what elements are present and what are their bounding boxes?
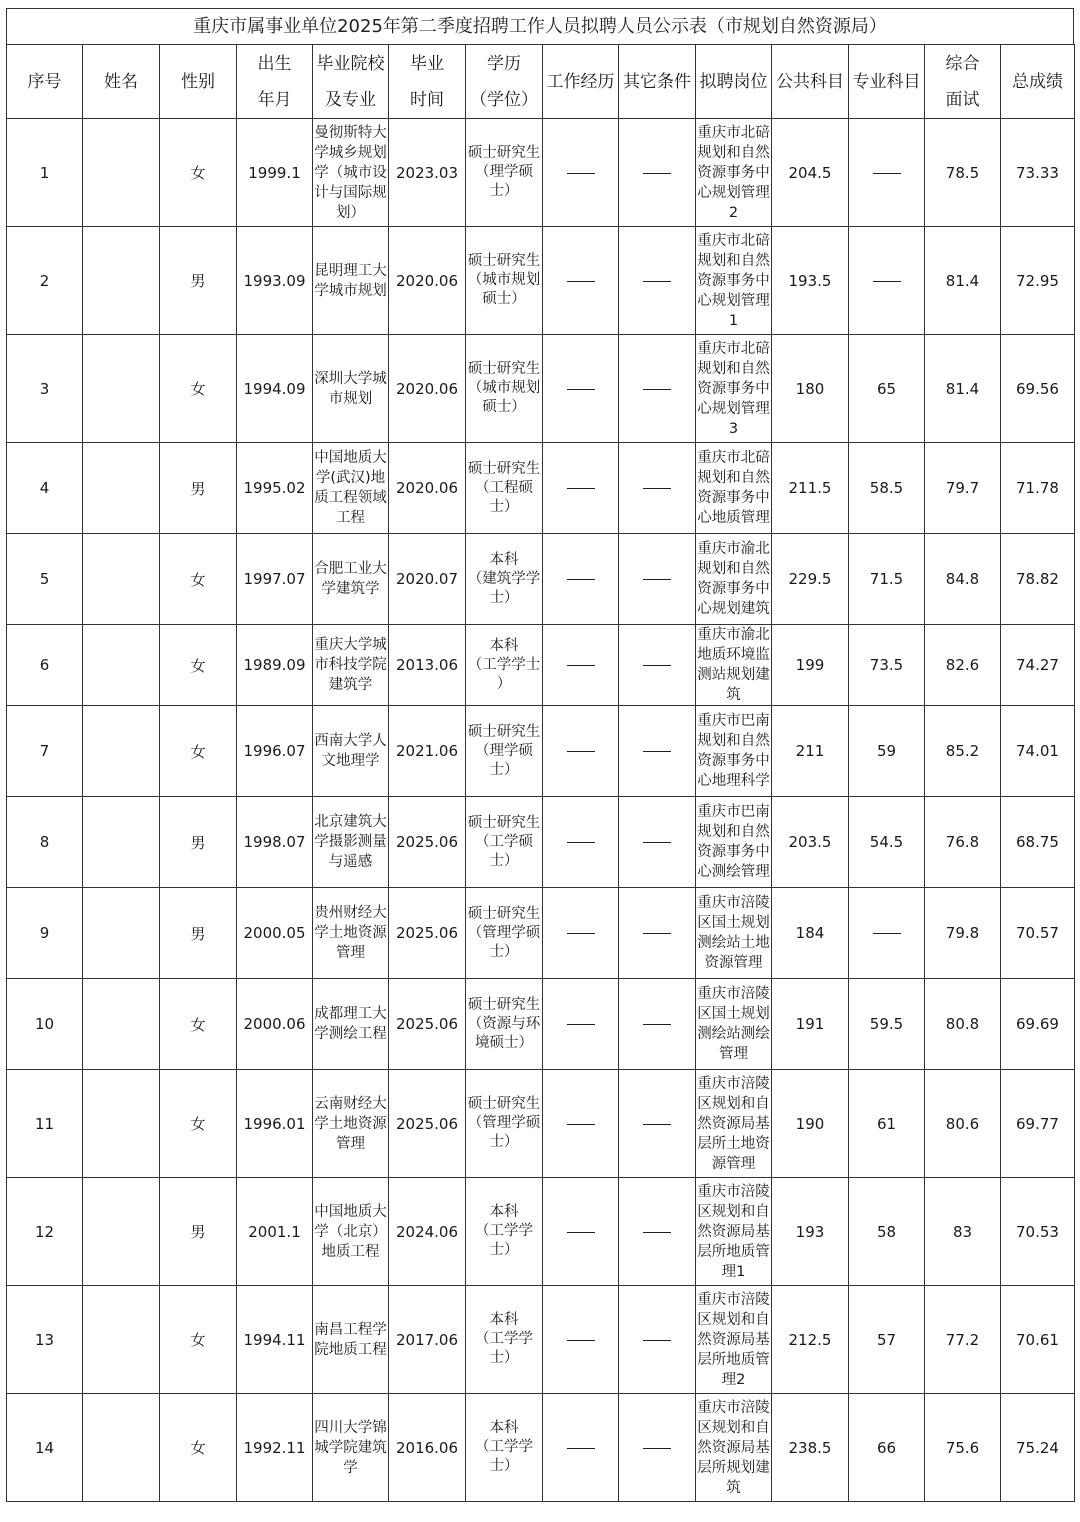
cell-grad: 2020.06 bbox=[389, 227, 466, 335]
cell-school: 北京建筑大学摄影测量与遥感 bbox=[313, 797, 389, 888]
header-grad-line2: 时间 bbox=[410, 89, 444, 110]
cell-school: 重庆大学城市科技学院建筑学 bbox=[313, 625, 389, 706]
edu-level: 本科 bbox=[489, 551, 519, 568]
cell-gender: 女 bbox=[160, 1286, 237, 1394]
cell-public: 193.5 bbox=[772, 227, 849, 335]
cell-gender: 女 bbox=[160, 119, 237, 227]
cell-major: 61 bbox=[849, 1070, 925, 1178]
dash-mark bbox=[643, 1024, 671, 1025]
cell-total: 74.01 bbox=[1001, 706, 1075, 797]
cell-seq: 11 bbox=[7, 1070, 83, 1178]
cell-major: 58 bbox=[849, 1178, 925, 1286]
cell-name bbox=[83, 119, 160, 227]
cell-grad: 2020.06 bbox=[389, 335, 466, 443]
cell-total: 72.95 bbox=[1001, 227, 1075, 335]
cell-name bbox=[83, 227, 160, 335]
dash-mark bbox=[643, 665, 671, 666]
cell-birth: 1996.07 bbox=[237, 706, 313, 797]
cell-interview: 84.8 bbox=[925, 534, 1001, 625]
cell-major: 59.5 bbox=[849, 979, 925, 1070]
cell-grad: 2025.06 bbox=[389, 1070, 466, 1178]
edu-level: 本科 bbox=[489, 637, 519, 654]
cell-total: 73.33 bbox=[1001, 119, 1075, 227]
cell-seq: 12 bbox=[7, 1178, 83, 1286]
header-gender: 性别 bbox=[160, 45, 237, 119]
cell-seq: 1 bbox=[7, 119, 83, 227]
cell-gender: 男 bbox=[160, 797, 237, 888]
cell-seq: 13 bbox=[7, 1286, 83, 1394]
cell-major: 57 bbox=[849, 1286, 925, 1394]
cell-total: 69.56 bbox=[1001, 335, 1075, 443]
edu-degree: （管理学硕士） bbox=[467, 924, 541, 960]
dash-mark bbox=[567, 173, 595, 174]
cell-school: 成都理工大学测绘工程 bbox=[313, 979, 389, 1070]
header-public: 公共科目 bbox=[772, 45, 849, 119]
cell-interview: 85.2 bbox=[925, 706, 1001, 797]
table-row bbox=[7, 1178, 1075, 1286]
edu-level: 硕士研究生 bbox=[467, 1096, 541, 1112]
cell-work bbox=[543, 625, 619, 706]
cell-other bbox=[619, 797, 696, 888]
cell-total: 70.53 bbox=[1001, 1178, 1075, 1286]
cell-other bbox=[619, 443, 696, 534]
cell-major: 59 bbox=[849, 706, 925, 797]
cell-public: 180 bbox=[772, 335, 849, 443]
cell-public: 191 bbox=[772, 979, 849, 1070]
cell-edu bbox=[466, 797, 543, 888]
cell-seq: 14 bbox=[7, 1394, 83, 1502]
cell-grad: 2025.06 bbox=[389, 888, 466, 979]
cell-other bbox=[619, 119, 696, 227]
cell-work bbox=[543, 534, 619, 625]
dash-mark bbox=[567, 488, 595, 489]
table-row bbox=[7, 335, 1075, 443]
dash-mark bbox=[873, 281, 901, 282]
edu-degree: （工程硕士） bbox=[475, 479, 533, 515]
cell-gender: 女 bbox=[160, 534, 237, 625]
edu-level: 硕士研究生 bbox=[467, 361, 541, 377]
cell-name bbox=[83, 443, 160, 534]
cell-interview: 81.4 bbox=[925, 227, 1001, 335]
cell-grad: 2023.03 bbox=[389, 119, 466, 227]
cell-total: 69.69 bbox=[1001, 979, 1075, 1070]
edu-degree: （工学学士 ） bbox=[467, 656, 541, 692]
cell-edu bbox=[466, 227, 543, 335]
cell-school: 深圳大学城市规划 bbox=[313, 335, 389, 443]
header-interview-line1: 综合 bbox=[945, 53, 980, 74]
cell-gender: 男 bbox=[160, 227, 237, 335]
cell-seq: 4 bbox=[7, 443, 83, 534]
table-row bbox=[7, 797, 1075, 888]
cell-major bbox=[849, 888, 925, 979]
table-row bbox=[7, 1394, 1075, 1502]
header-school bbox=[313, 45, 389, 119]
table-row bbox=[7, 1070, 1075, 1178]
cell-interview: 75.6 bbox=[925, 1394, 1001, 1502]
cell-edu bbox=[466, 979, 543, 1070]
cell-grad: 2020.07 bbox=[389, 534, 466, 625]
table-row bbox=[7, 979, 1075, 1070]
cell-work bbox=[543, 797, 619, 888]
cell-other bbox=[619, 1286, 696, 1394]
dash-mark bbox=[567, 751, 595, 752]
cell-name bbox=[83, 1178, 160, 1286]
cell-birth: 1996.01 bbox=[237, 1070, 313, 1178]
cell-post: 重庆市涪陵区规划和自然资源局基层所土地资源管理 bbox=[696, 1070, 772, 1178]
cell-work bbox=[543, 443, 619, 534]
edu-level: 硕士研究生 bbox=[467, 460, 541, 477]
cell-grad: 2016.06 bbox=[389, 1394, 466, 1502]
cell-total: 74.27 bbox=[1001, 625, 1075, 706]
header-grad bbox=[389, 45, 466, 119]
cell-school: 昆明理工大学城市规划 bbox=[313, 227, 389, 335]
cell-post: 重庆市北碚规划和自然资源事务中心规划管理3 bbox=[696, 335, 772, 443]
header-row bbox=[7, 45, 1075, 119]
cell-public: 211 bbox=[772, 706, 849, 797]
edu-level: 本科 bbox=[489, 1312, 519, 1328]
cell-public: 190 bbox=[772, 1070, 849, 1178]
edu-degree: （资源与环境硕士） bbox=[467, 1015, 541, 1051]
page-title: 重庆市属事业单位2025年第二季度招聘工作人员拟聘人员公示表（市规划自然资源局） bbox=[6, 8, 1074, 44]
edu-level: 硕士研究生 bbox=[467, 723, 541, 740]
cell-public: 199 bbox=[772, 625, 849, 706]
cell-birth: 1993.09 bbox=[237, 227, 313, 335]
cell-name bbox=[83, 1286, 160, 1394]
cell-school: 中国地质大学（北京）地质工程 bbox=[313, 1178, 389, 1286]
cell-post: 重庆市涪陵区规划和自然资源局基层所规划建筑 bbox=[696, 1394, 772, 1502]
cell-school: 合肥工业大学建筑学 bbox=[313, 534, 389, 625]
cell-birth: 1998.07 bbox=[237, 797, 313, 888]
dash-mark bbox=[567, 1024, 595, 1025]
cell-school: 贵州财经大学土地资源管理 bbox=[313, 888, 389, 979]
cell-birth: 1997.07 bbox=[237, 534, 313, 625]
cell-total: 70.57 bbox=[1001, 888, 1075, 979]
cell-name bbox=[83, 534, 160, 625]
cell-gender: 男 bbox=[160, 888, 237, 979]
table-row bbox=[7, 625, 1075, 706]
cell-edu bbox=[466, 1394, 543, 1502]
cell-seq: 6 bbox=[7, 625, 83, 706]
dash-mark bbox=[567, 579, 595, 580]
cell-public: 204.5 bbox=[772, 119, 849, 227]
dash-mark bbox=[643, 389, 671, 390]
cell-school: 中国地质大学(武汉)地质工程领域工程 bbox=[313, 443, 389, 534]
header-post: 拟聘岗位 bbox=[696, 45, 772, 119]
cell-interview: 82.6 bbox=[925, 625, 1001, 706]
cell-edu bbox=[466, 888, 543, 979]
cell-birth: 1992.11 bbox=[237, 1394, 313, 1502]
cell-post: 重庆市北碚规划和自然资源事务中心规划管理2 bbox=[696, 119, 772, 227]
cell-seq: 5 bbox=[7, 534, 83, 625]
dash-mark bbox=[567, 665, 595, 666]
dash-mark bbox=[643, 1232, 671, 1233]
edu-degree: （理学硕士） bbox=[475, 164, 533, 199]
header-edu bbox=[466, 45, 543, 119]
table-row bbox=[7, 706, 1075, 797]
cell-school: 西南大学人文地理学 bbox=[313, 706, 389, 797]
cell-major: 73.5 bbox=[849, 625, 925, 706]
cell-name bbox=[83, 1394, 160, 1502]
cell-interview: 80.8 bbox=[925, 979, 1001, 1070]
edu-degree: （工学学士） bbox=[475, 1331, 533, 1366]
cell-total: 69.77 bbox=[1001, 1070, 1075, 1178]
cell-total: 71.78 bbox=[1001, 443, 1075, 534]
dash-mark bbox=[567, 1448, 595, 1449]
cell-school: 南昌工程学院地质工程 bbox=[313, 1286, 389, 1394]
cell-total: 70.61 bbox=[1001, 1286, 1075, 1394]
cell-grad: 2024.06 bbox=[389, 1178, 466, 1286]
cell-name bbox=[83, 706, 160, 797]
header-edu-line2: （学位） bbox=[470, 89, 538, 110]
cell-edu bbox=[466, 1286, 543, 1394]
cell-name bbox=[83, 1070, 160, 1178]
cell-gender: 女 bbox=[160, 625, 237, 706]
dash-mark bbox=[643, 579, 671, 580]
header-birth-line2: 年月 bbox=[257, 89, 292, 110]
cell-other bbox=[619, 534, 696, 625]
dash-mark bbox=[567, 933, 595, 934]
edu-level: 硕士研究生 bbox=[467, 996, 541, 1013]
cell-birth: 1994.11 bbox=[237, 1286, 313, 1394]
cell-major: 65 bbox=[849, 335, 925, 443]
cell-seq: 9 bbox=[7, 888, 83, 979]
cell-name bbox=[83, 979, 160, 1070]
cell-seq: 8 bbox=[7, 797, 83, 888]
cell-other bbox=[619, 625, 696, 706]
cell-other bbox=[619, 1394, 696, 1502]
cell-total: 78.82 bbox=[1001, 534, 1075, 625]
cell-interview: 79.8 bbox=[925, 888, 1001, 979]
cell-edu bbox=[466, 443, 543, 534]
cell-work bbox=[543, 888, 619, 979]
table-row bbox=[7, 443, 1075, 534]
cell-name bbox=[83, 335, 160, 443]
cell-school: 曼彻斯特大学城乡规划学（城市设计与国际规划） bbox=[313, 119, 389, 227]
cell-gender: 男 bbox=[160, 1178, 237, 1286]
cell-gender: 女 bbox=[160, 979, 237, 1070]
cell-public: 203.5 bbox=[772, 797, 849, 888]
cell-other bbox=[619, 1070, 696, 1178]
cell-birth: 2000.05 bbox=[237, 888, 313, 979]
edu-degree: （城市规划硕士） bbox=[467, 380, 541, 415]
cell-gender: 女 bbox=[160, 1070, 237, 1178]
header-grad-line1: 毕业 bbox=[410, 53, 444, 74]
table-row bbox=[7, 227, 1075, 335]
cell-grad: 2021.06 bbox=[389, 706, 466, 797]
table-row bbox=[7, 534, 1075, 625]
dash-mark bbox=[567, 1124, 595, 1125]
cell-work bbox=[543, 1286, 619, 1394]
cell-post: 重庆市涪陵区国土规划测绘站土地资源管理 bbox=[696, 888, 772, 979]
cell-interview: 79.7 bbox=[925, 443, 1001, 534]
cell-seq: 10 bbox=[7, 979, 83, 1070]
cell-interview: 83 bbox=[925, 1178, 1001, 1286]
cell-total: 75.24 bbox=[1001, 1394, 1075, 1502]
dash-mark bbox=[567, 1232, 595, 1233]
cell-post: 重庆市北碚规划和自然资源事务中心地质管理 bbox=[696, 443, 772, 534]
cell-work bbox=[543, 706, 619, 797]
cell-birth: 1989.09 bbox=[237, 625, 313, 706]
dash-mark bbox=[643, 933, 671, 934]
cell-public: 211.5 bbox=[772, 443, 849, 534]
cell-seq: 2 bbox=[7, 227, 83, 335]
cell-total: 68.75 bbox=[1001, 797, 1075, 888]
edu-degree: （管理学硕士） bbox=[467, 1115, 541, 1150]
cell-interview: 76.8 bbox=[925, 797, 1001, 888]
cell-public: 212.5 bbox=[772, 1286, 849, 1394]
cell-major bbox=[849, 119, 925, 227]
dash-mark bbox=[643, 751, 671, 752]
cell-seq: 3 bbox=[7, 335, 83, 443]
cell-post: 重庆市北碚规划和自然资源事务中心规划管理1 bbox=[696, 227, 772, 335]
cell-public: 238.5 bbox=[772, 1394, 849, 1502]
dash-mark bbox=[643, 173, 671, 174]
cell-gender: 女 bbox=[160, 706, 237, 797]
header-work: 工作经历 bbox=[543, 45, 619, 119]
cell-post: 重庆市渝北规划和自然资源事务中心规划建筑 bbox=[696, 534, 772, 625]
dash-mark bbox=[873, 933, 901, 934]
edu-level: 本科 bbox=[489, 1204, 519, 1220]
cell-other bbox=[619, 1178, 696, 1286]
dash-mark bbox=[643, 1124, 671, 1125]
cell-other bbox=[619, 706, 696, 797]
cell-other bbox=[619, 979, 696, 1070]
cell-school: 云南财经大学土地资源管理 bbox=[313, 1070, 389, 1178]
cell-public: 193 bbox=[772, 1178, 849, 1286]
cell-major bbox=[849, 227, 925, 335]
header-seq: 序号 bbox=[7, 45, 83, 119]
edu-degree: （工学学士） bbox=[475, 1439, 533, 1474]
edu-level: 硕士研究生 bbox=[467, 905, 541, 922]
header-major: 专业科目 bbox=[849, 45, 925, 119]
header-total: 总成绩 bbox=[1001, 45, 1075, 119]
cell-post: 重庆市渝北地质环境监测站规划建筑 bbox=[696, 625, 772, 706]
roster-sheet bbox=[6, 8, 1074, 1502]
cell-work bbox=[543, 119, 619, 227]
cell-birth: 1994.09 bbox=[237, 335, 313, 443]
dash-mark bbox=[567, 1340, 595, 1341]
edu-degree: （城市规划硕士） bbox=[467, 272, 541, 307]
dash-mark bbox=[567, 389, 595, 390]
dash-mark bbox=[567, 842, 595, 843]
cell-major: 66 bbox=[849, 1394, 925, 1502]
cell-post: 重庆市涪陵区国土规划测绘站测绘管理 bbox=[696, 979, 772, 1070]
cell-post: 重庆市涪陵区规划和自然资源局基层所地质管理2 bbox=[696, 1286, 772, 1394]
table-row bbox=[7, 119, 1075, 227]
edu-level: 硕士研究生 bbox=[467, 253, 541, 269]
dash-mark bbox=[643, 842, 671, 843]
cell-public: 229.5 bbox=[772, 534, 849, 625]
cell-interview: 78.5 bbox=[925, 119, 1001, 227]
cell-grad: 2025.06 bbox=[389, 979, 466, 1070]
header-interview bbox=[925, 45, 1001, 119]
header-birth bbox=[237, 45, 313, 119]
roster-table bbox=[6, 44, 1075, 1502]
cell-work bbox=[543, 979, 619, 1070]
cell-birth: 1995.02 bbox=[237, 443, 313, 534]
cell-grad: 2025.06 bbox=[389, 797, 466, 888]
dash-mark bbox=[873, 173, 901, 174]
cell-gender: 男 bbox=[160, 443, 237, 534]
header-edu-line1: 学历 bbox=[487, 53, 521, 74]
cell-major: 58.5 bbox=[849, 443, 925, 534]
header-birth-line1: 出生 bbox=[257, 53, 292, 74]
cell-birth: 2000.06 bbox=[237, 979, 313, 1070]
cell-name bbox=[83, 625, 160, 706]
cell-grad: 2017.06 bbox=[389, 1286, 466, 1394]
edu-level: 硕士研究生 bbox=[467, 145, 541, 161]
cell-edu bbox=[466, 706, 543, 797]
header-school-line2: 及专业 bbox=[325, 89, 376, 110]
cell-gender: 女 bbox=[160, 1394, 237, 1502]
cell-edu bbox=[466, 119, 543, 227]
cell-name bbox=[83, 888, 160, 979]
cell-post: 重庆市巴南规划和自然资源事务中心地理科学 bbox=[696, 706, 772, 797]
cell-work bbox=[543, 1394, 619, 1502]
table-row bbox=[7, 1286, 1075, 1394]
edu-degree: （理学硕士） bbox=[475, 742, 533, 778]
cell-major: 54.5 bbox=[849, 797, 925, 888]
cell-work bbox=[543, 1070, 619, 1178]
cell-work bbox=[543, 335, 619, 443]
cell-grad: 2020.06 bbox=[389, 443, 466, 534]
header-school-line1: 毕业院校 bbox=[316, 53, 385, 74]
cell-major: 71.5 bbox=[849, 534, 925, 625]
edu-degree: （工学学士） bbox=[475, 1223, 533, 1258]
cell-grad: 2013.06 bbox=[389, 625, 466, 706]
cell-interview: 77.2 bbox=[925, 1286, 1001, 1394]
cell-birth: 2001.1 bbox=[237, 1178, 313, 1286]
dash-mark bbox=[643, 1448, 671, 1449]
cell-edu bbox=[466, 1178, 543, 1286]
cell-public: 184 bbox=[772, 888, 849, 979]
header-name: 姓名 bbox=[83, 45, 160, 119]
cell-edu bbox=[466, 625, 543, 706]
cell-gender: 女 bbox=[160, 335, 237, 443]
cell-school: 四川大学锦城学院建筑学 bbox=[313, 1394, 389, 1502]
edu-level: 硕士研究生 bbox=[467, 814, 541, 831]
edu-degree: （工学硕士） bbox=[475, 833, 533, 869]
cell-birth: 1999.1 bbox=[237, 119, 313, 227]
cell-post: 重庆市巴南规划和自然资源事务中心测绘管理 bbox=[696, 797, 772, 888]
cell-work bbox=[543, 227, 619, 335]
cell-name bbox=[83, 797, 160, 888]
dash-mark bbox=[643, 1340, 671, 1341]
cell-interview: 81.4 bbox=[925, 335, 1001, 443]
cell-edu bbox=[466, 534, 543, 625]
cell-other bbox=[619, 335, 696, 443]
dash-mark bbox=[643, 488, 671, 489]
table-row bbox=[7, 888, 1075, 979]
cell-edu bbox=[466, 335, 543, 443]
cell-interview: 80.6 bbox=[925, 1070, 1001, 1178]
dash-mark bbox=[643, 281, 671, 282]
cell-seq: 7 bbox=[7, 706, 83, 797]
cell-work bbox=[543, 1178, 619, 1286]
table-body bbox=[7, 119, 1075, 1502]
cell-other bbox=[619, 888, 696, 979]
edu-degree: （建筑学学士） bbox=[467, 570, 541, 606]
dash-mark bbox=[567, 281, 595, 282]
cell-post: 重庆市涪陵区规划和自然资源局基层所地质管理1 bbox=[696, 1178, 772, 1286]
cell-other bbox=[619, 227, 696, 335]
cell-edu bbox=[466, 1070, 543, 1178]
header-other: 其它条件 bbox=[619, 45, 696, 119]
edu-level: 本科 bbox=[489, 1420, 519, 1436]
header-interview-line2: 面试 bbox=[945, 89, 980, 110]
